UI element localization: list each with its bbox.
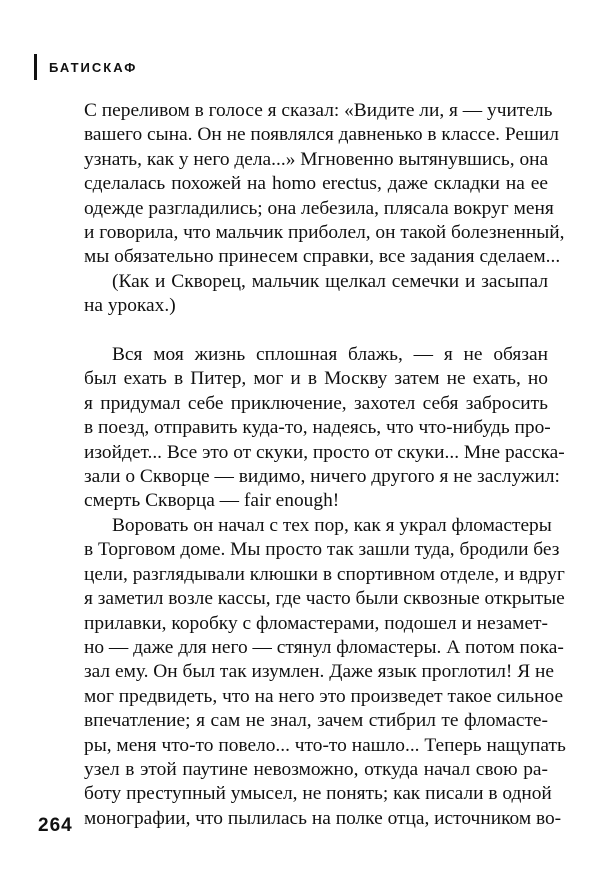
text-line: на уроках.) [84,295,176,317]
text-line: С переливом в голосе я сказал: «Видите ли, я — учитель [84,100,553,121]
text-line: одежде разгладились; она лебезила, плясала вокруг меня [84,197,554,219]
text-line: зали о Скворце — видимо, ничего другого я не заслужил: [84,465,560,487]
text-line: (Как и Скворец, мальчик щелкал семечки и засыпал [112,271,548,292]
paragraph-4 [84,514,566,831]
paragraph-3 [84,343,565,514]
running-header [34,54,137,80]
text-line: в поезд, отправить куда-то, надеясь, что что-нибудь про- [84,417,551,439]
header-rule [34,54,37,80]
text-line: ры, меня что-то повело... что-то нашло... Теперь нащупать [84,734,566,756]
page-number: 264 [38,815,73,836]
text-line: сделалась похожей на homo erectus, даже складки на ее [84,173,548,195]
text-line: узнать, как у него дела...» Мгновенно вытянувшись, она [84,148,549,170]
text-line: и говорила, что мальчик приболел, он такой болезненный, [84,221,565,243]
text-line: был ехать в Питер, мог и в Москву затем не ехать, но [84,368,548,390]
text-line: боту преступный умысел, не понять; как писали в одной [84,783,552,805]
text-line: зал ему. Он был так изумлен. Даже язык проглотил! Я не [84,661,554,683]
text-line: Вся моя жизнь сплошная блажь, — я не обязан [112,344,548,365]
text-line: но — даже для него — стянул фломастеры. А потом пока- [84,636,564,658]
book-title: БАТИСКАФ [49,59,138,75]
text-line: цели, разглядывали клюшки в спортивном отделе, и вдруг [84,563,565,585]
text-line: монографии, что пылилась на полке отца, источником во- [84,807,562,829]
text-line: смерть Скворца — fair enough! [84,490,340,512]
text-line: я придумал себе приключение, захотел себя забросить [84,392,548,414]
text-line: впечатление; я сам не знал, зачем стибрил те фломасте- [84,710,548,732]
text-line: я заметил возле кассы, где часто были сквозные открытые [84,588,565,610]
text-line: мы обязательно принесем справки, все задания сделаем... [84,246,561,268]
text-line: Воровать он начал с тех пор, как я украл фломастеры [112,515,552,536]
text-line: изойдет... Все это от скуки, просто от скуки... Мне расска- [84,441,565,463]
text-line: в Торговом доме. Мы просто так зашли туда, бродили без [84,539,560,561]
paragraph-2 [84,270,548,319]
text-line: узел в этой паутине невозможно, откуда начал свою ра- [84,758,548,780]
text-line: вашего сына. Он не появлялся давненько в классе. Решил [84,124,559,146]
paragraph-1 [84,99,565,270]
text-line: прилавки, коробку с фломастерами, подошел и незамет- [84,612,548,634]
text-line: мог предвидеть, что на него это произведет такое сильное [84,685,564,707]
